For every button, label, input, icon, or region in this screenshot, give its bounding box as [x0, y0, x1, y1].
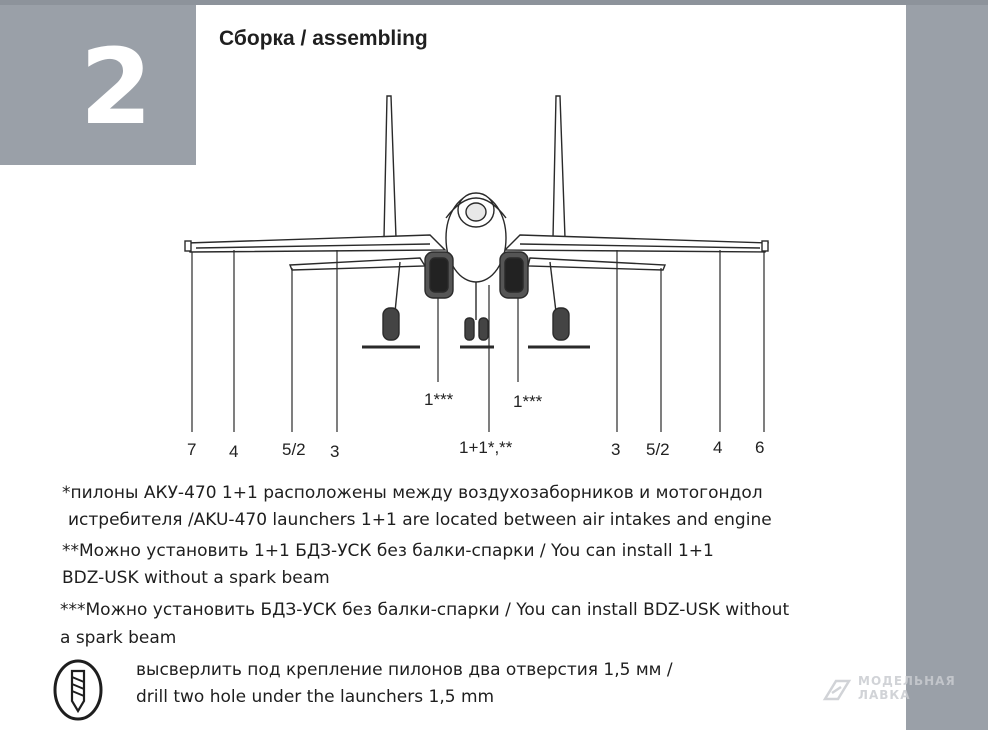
- right-tail-fin: [553, 96, 565, 238]
- callout-1-plus-1: 1+1*,**: [459, 438, 513, 457]
- drill-note-line-1: высверлить под крепление пилонов два отверстия 1,5 мм /: [136, 660, 673, 680]
- left-tail-fin: [384, 96, 396, 238]
- drill-note-line-2: drill two hole under the launchers 1,5 mm: [136, 687, 495, 707]
- step-title: Сборка / assembling: [219, 27, 428, 50]
- note-1-line-1: *пилоны АКУ-470 1+1 расположены между воздухозаборников и мотогондол: [62, 483, 763, 503]
- callout-4-left: 4: [229, 442, 239, 461]
- note-3-line-2: a spark beam: [60, 628, 177, 648]
- nose-wheel-left: [465, 318, 474, 340]
- callout-1-inner-left: 1***: [424, 390, 454, 409]
- watermark-line-1: МОДЕЛЬНАЯ: [858, 674, 956, 688]
- callout-6: 6: [755, 438, 765, 457]
- drill-icon: [53, 659, 103, 721]
- callout-5-2-right: 5/2: [646, 440, 670, 459]
- note-3-line-1: ***Можно установить БДЗ-УСК без балки-спарки / You can install BDZ-USK without: [60, 600, 790, 620]
- callout-3-left: 3: [330, 442, 340, 461]
- left-main-wheel: [383, 308, 399, 340]
- nose-wheel-right: [479, 318, 488, 340]
- callout-3-right: 3: [611, 440, 621, 459]
- callout-1-inner-right: 1***: [513, 392, 543, 411]
- callout-7: 7: [187, 440, 197, 459]
- left-wing: [187, 235, 445, 252]
- note-2-line-2: BDZ-USK without a spark beam: [62, 568, 330, 588]
- watermark-logo-icon: [822, 677, 852, 703]
- right-main-wheel: [553, 308, 569, 340]
- left-stabilizer: [290, 258, 425, 270]
- callout-4-right: 4: [713, 438, 723, 457]
- right-stabilizer: [528, 258, 665, 270]
- note-2-line-1: **Можно установить 1+1 БДЗ-УСК без балки-спарки / You can install 1+1: [62, 541, 714, 561]
- right-wing: [505, 235, 768, 252]
- step-number: 2: [79, 26, 151, 148]
- callout-5-2-left: 5/2: [282, 440, 306, 459]
- watermark-line-2: ЛАВКА: [858, 688, 911, 702]
- note-1-line-2: истребителя /AKU-470 launchers 1+1 are located between air intakes and engine: [68, 510, 772, 530]
